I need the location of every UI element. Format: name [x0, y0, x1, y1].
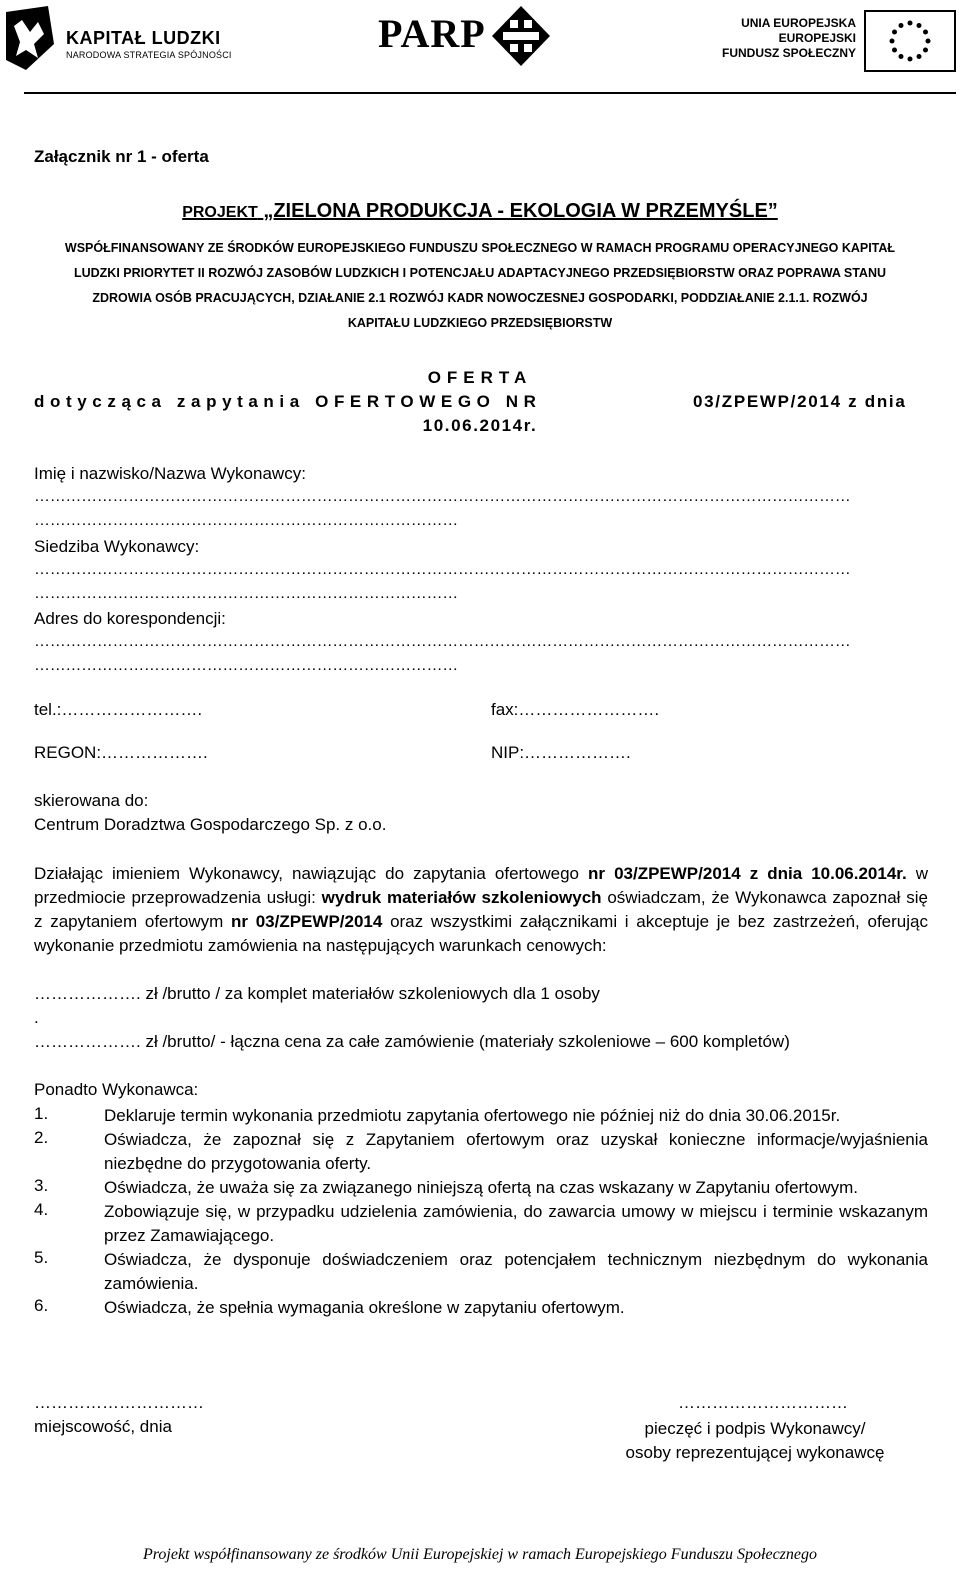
address-field-2[interactable]: ……………………………………………………………………… — [34, 657, 458, 674]
attachment-title: Załącznik nr 1 - oferta — [34, 147, 209, 166]
obligation-number: 2. — [34, 1128, 49, 1147]
directed-to-label: skierowana do: — [34, 791, 149, 810]
kapital-ludzki-subtitle: NARODOWA STRATEGIA SPÓJNOŚCI — [66, 50, 232, 60]
obligation-number: 6. — [34, 1296, 49, 1315]
obligation-text: Deklaruje termin wykonania przedmiotu zapytania ofertowego nie później niż do dnia 30.06.2015r. — [104, 1106, 841, 1125]
declaration-offer-ref: nr 03/ZPEWP/2014 z dnia 10.06.2014r. — [588, 864, 907, 883]
ue-logo — [720, 10, 956, 74]
project-title — [0, 200, 960, 223]
address-label: Adres do korespondencji: — [34, 609, 226, 628]
declaration-offer-number: nr 03/ZPEWP/2014 — [231, 912, 383, 931]
project-name: „ZIELONA PRODUKCJA - EKOLOGIA W PRZEMYŚLE” — [263, 200, 778, 222]
parp-diamond-icon — [490, 4, 552, 68]
price-per-set[interactable]: ………………. zł /brutto / za komplet materiałów szkoleniowych dla 1 osoby — [34, 984, 600, 1003]
kapital-ludzki-emblem-icon — [4, 4, 60, 72]
kapital-ludzki-name: KAPITAŁ LUDZKI — [66, 28, 221, 48]
cofinancing-text — [34, 236, 926, 336]
signature-field[interactable]: ………………………… — [678, 1393, 848, 1412]
place-date-field[interactable]: ………………………… — [34, 1393, 204, 1412]
obligation-text: Oświadcza, że spełnia wymagania określone w zapytaniu ofertowym. — [104, 1298, 625, 1317]
ue-line1: UNIA EUROPEJSKA — [741, 16, 856, 30]
address-field[interactable]: ………………………………………………………………………………………………………………………………………… — [34, 633, 851, 650]
offer-date: 10.06.2014r. — [422, 416, 538, 435]
obligation-text: Oświadcza, że uważa się za związanego niniejszą ofertą na czas wskazany w Zapytaniu ofertowym. — [104, 1178, 859, 1197]
regon-field[interactable]: REGON:………………. — [34, 743, 208, 762]
parp-logo — [378, 4, 558, 70]
price-total[interactable]: ………………. zł /brutto/ - łączna cena za całe zamówienie (materiały szkoleniowe – 600 kompletów) — [34, 1032, 790, 1051]
project-prefix: PROJEKT — [182, 204, 258, 221]
obligation-number: 3. — [34, 1176, 49, 1195]
obligation-number: 1. — [34, 1104, 49, 1123]
contractor-seat-field-2[interactable]: ……………………………………………………………………… — [34, 585, 458, 602]
cofin-line-1: WSPÓŁFINANSOWANY ZE ŚRODKÓW EUROPEJSKIEGO FUNDUSZU SPOŁECZNEGO W RAMACH PROGRAMU OPERACYJNEGO KAPITAŁ — [64, 241, 896, 255]
contractor-seat-field[interactable]: ………………………………………………………………………………………………………………………………………… — [34, 561, 851, 578]
signature-label-line1: pieczęć i podpis Wykonawcy/ — [644, 1419, 866, 1438]
cofin-line-2: LUDZKI PRIORYTET II ROZWÓJ ZASOBÓW LUDZKICH I POTENCJAŁU ADAPTACYJNEGO PRZEDSIĘBIORSTW ORAZ POPRAWA STANU — [73, 266, 887, 280]
contractor-name-label: Imię i nazwisko/Nazwa Wykonawcy: — [34, 464, 306, 483]
cofin-line-3: ZDROWIA OSÓB PRACUJĄCYCH, DZIAŁANIE 2.1 ROZWÓJ KADR NOWOCZESNEJ GOSPODARKI, PODDZIAŁANIE 2.1.1. ROZWÓJ — [92, 291, 868, 305]
fax-field[interactable]: fax:……………………. — [491, 700, 660, 719]
declaration-service: wydruk materiałów szkoleniowych — [321, 888, 602, 907]
directed-to-value: Centrum Doradztwa Gospodarczego Sp. z o.o. — [34, 815, 387, 834]
ue-line2: EUROPEJSKI — [778, 31, 856, 45]
nip-field[interactable]: NIP:………………. — [491, 743, 631, 762]
declaration-text-2: w przedmiocie przeprowadzenia usługi: — [34, 864, 928, 907]
price-separator-dot: . — [34, 1008, 39, 1027]
declaration-text-1: Działając imieniem Wykonawcy, nawiązując do zapytania ofertowego — [34, 864, 580, 883]
obligation-number: 5. — [34, 1248, 49, 1267]
parp-name: PARP — [378, 11, 486, 56]
place-date-label: miejscowość, dnia — [34, 1417, 172, 1436]
eu-flag-icon — [864, 10, 956, 72]
signature-label-line2: osoby reprezentującej wykonawcę — [625, 1443, 885, 1462]
declaration-text-4: oraz wszystkimi załącznikami i akceptuje je bez zastrzeżeń, oferując wykonanie przedmiotu zamówienia na następujących warunkach cenowych: — [34, 912, 928, 955]
obligations-heading: Ponadto Wykonawca: — [34, 1080, 199, 1099]
declaration-paragraph — [34, 862, 928, 958]
declaration-text-3: oświadczam, że Wykonawca zapoznał się z zapytaniem ofertowym — [34, 888, 928, 931]
offer-number: 03/ZPEWP/2014 z dnia — [693, 392, 907, 411]
offer-subject: dotycząca zapytania OFERTOWEGO NR — [34, 392, 542, 411]
obligation-text: Zobowiązuje się, w przypadku udzielenia zamówienia, do zawarcia umowy w miejscu i terminie wskazanym przez Zamawiającego. — [104, 1202, 928, 1245]
tel-field[interactable]: tel.:……………………. — [34, 700, 203, 719]
offer-title: OFERTA — [427, 368, 533, 387]
footer-cofinancing: Projekt współfinansowany ze środków Unii Europejskiej w ramach Europejskiego Funduszu Społecznego — [143, 1546, 817, 1563]
contractor-seat-label: Siedziba Wykonawcy: — [34, 537, 200, 556]
obligation-text: Oświadcza, że zapoznał się z Zapytaniem ofertowym oraz uzyskał konieczne informacje/wyjaśnienia niezbędne do przygotowania oferty. — [104, 1130, 928, 1173]
obligation-text: Oświadcza, że dysponuje doświadczeniem oraz potencjałem technicznym niezbędnym do wykonania zamówienia. — [104, 1250, 928, 1293]
header-divider — [24, 92, 956, 94]
kapital-ludzki-logo — [4, 4, 234, 74]
signature-label — [600, 1417, 910, 1465]
cofin-line-4: KAPITAŁU LUDZKIEGO PRZEDSIĘBIORSTW — [347, 316, 613, 330]
obligation-number: 4. — [34, 1200, 49, 1219]
ue-line3: FUNDUSZ SPOŁECZNY — [721, 46, 856, 60]
contractor-name-field[interactable]: ………………………………………………………………………………………………………………………………………… — [34, 488, 851, 505]
contractor-name-field-2[interactable]: ……………………………………………………………………… — [34, 512, 458, 529]
